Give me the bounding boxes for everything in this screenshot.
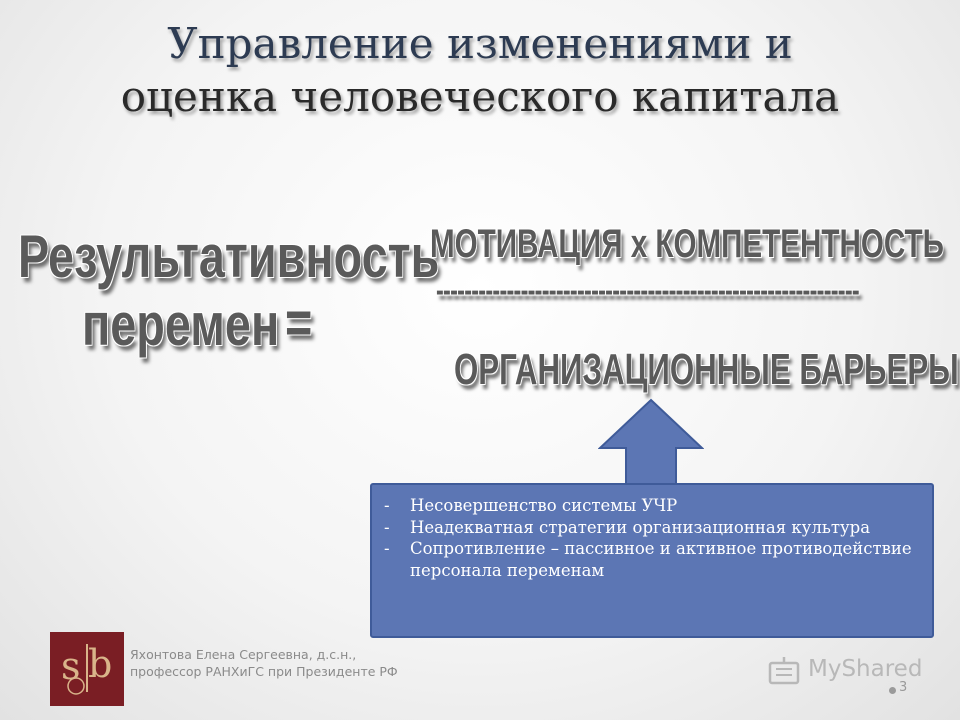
svg-text:s: s	[61, 644, 81, 688]
title-line-1: Управление изменениями и	[167, 19, 793, 68]
barrier-text: Неадекватная стратегии организационная культура	[410, 517, 871, 537]
list-item	[384, 538, 920, 581]
brand-watermark: MyShared	[808, 656, 923, 682]
list-item	[384, 495, 920, 517]
page-number-dot	[889, 687, 896, 694]
barrier-text: Несовершенство системы УЧР	[410, 496, 678, 515]
bullet-dash: -	[384, 539, 390, 558]
barriers-box	[370, 483, 934, 638]
bullet-dash: -	[384, 496, 390, 515]
bullet-dash: -	[384, 517, 390, 537]
slide-title	[0, 18, 960, 123]
formula-lhs-line-1: Результативность	[18, 223, 440, 290]
formula-numerator: МОТИВАЦИЯ х КОМПЕТЕНТНОСТЬ	[430, 222, 944, 266]
formula-denominator: ОРГАНИЗАЦИОННЫЕ БАРЬЕРЫ	[454, 345, 959, 394]
barriers-list	[384, 495, 920, 581]
formula-fraction-line: ------------------------------------------------------------	[436, 272, 859, 308]
author-credit: Яхонтова Елена Сергеевна, д.с.н., профессор РАНХиГС при Президенте РФ	[130, 647, 398, 679]
title-line-2: оценка человеческого капитала	[120, 71, 840, 121]
sb-logo	[50, 632, 124, 706]
page-number: 3	[899, 680, 908, 695]
formula-lhs-line-2: перемен	[82, 291, 280, 358]
svg-text:b: b	[88, 642, 113, 686]
up-arrow-shape	[598, 398, 704, 488]
barrier-text: Сопротивление – пассивное и активное противодействие персонала переменам	[410, 539, 912, 580]
list-item	[384, 517, 920, 539]
formula-equals-sign: =	[285, 289, 313, 356]
